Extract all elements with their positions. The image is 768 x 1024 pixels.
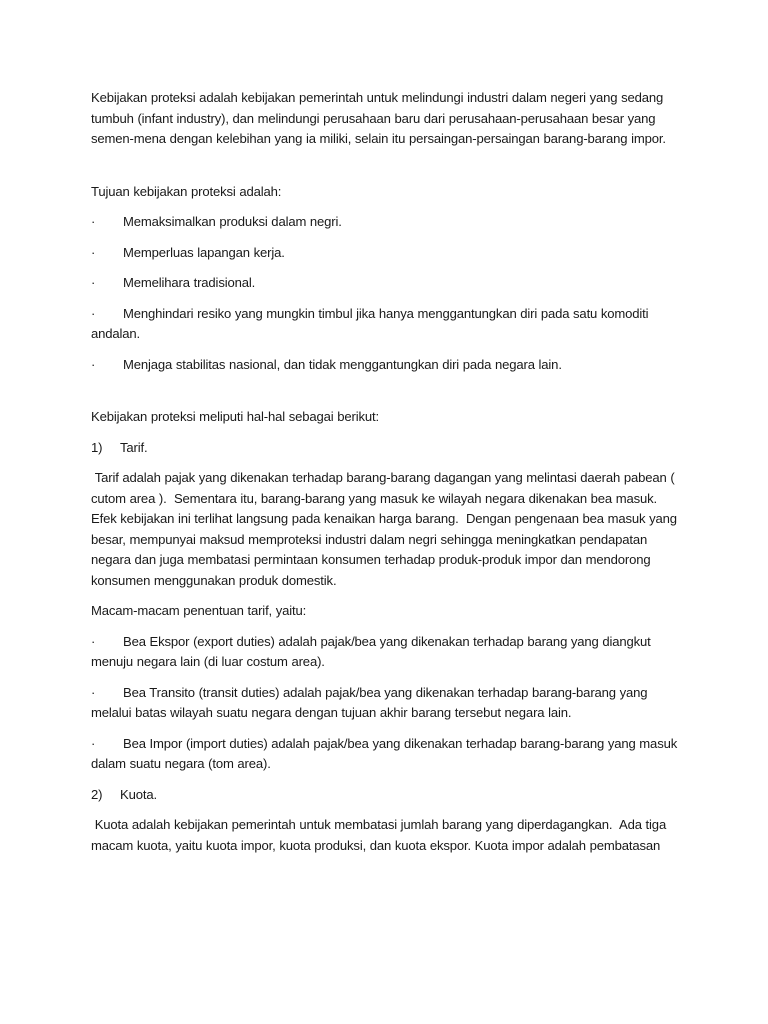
section-number: 2)	[91, 786, 103, 802]
list-item	[91, 734, 681, 775]
list-item-text: Memaksimalkan produksi dalam negri.	[123, 214, 342, 229]
intro-paragraph: Kebijakan proteksi adalah kebijakan pemerintah untuk melindungi industri dalam negeri yang sedang tumbuh (infant industry), dan melindungi perusahaan baru dari perusahaan-perusahaan besar yang semen-mena dengan kelebihan yang ia miliki, selain itu persaingan-persaingan barang-barang impor.	[91, 90, 666, 146]
list-item-text: Memelihara tradisional.	[123, 275, 256, 290]
section-title: Kuota.	[120, 786, 157, 802]
tarif-paragraph: Tarif adalah pajak yang dikenakan terhadap barang-barang dagangan yang melintasi daerah pabean ( cutom area ). Sementara itu, barang-barang yang masuk ke wilayah negara dikenakan bea masuk. Efek kebijakan ini terlihat langsung pada kenaikan harga barang. Dengan pengenaan bea masuk yang besar, mempunyai maksud memproteksi industri dalam negri sehingga meningkatkan pendapatan negara dan juga membatasi permintaan konsumen terhadap produk-produk impor dan mendorong konsumen menggunakan produk domestik.	[91, 470, 681, 588]
list-item-text: Memperluas lapangan kerja.	[123, 244, 285, 260]
bullet-marker: ·	[91, 735, 96, 751]
list-item	[91, 683, 681, 724]
document-body	[91, 88, 681, 866]
list-item	[91, 632, 681, 673]
list-item	[91, 304, 681, 345]
section-title: Tarif.	[120, 439, 148, 455]
section-heading-kuota	[91, 785, 681, 806]
goals-list	[91, 212, 681, 375]
list-item-text: Menjaga stabilitas nasional, dan tidak menggantungkan diri pada negara lain.	[123, 356, 562, 372]
bullet-marker: ·	[91, 214, 96, 229]
bullet-marker: ·	[91, 356, 96, 372]
goals-heading: Tujuan kebijakan proteksi adalah:	[91, 183, 282, 199]
bullet-marker: ·	[91, 305, 96, 321]
tarif-types-heading: Macam-macam penentuan tarif, yaitu:	[91, 603, 307, 618]
section-number: 1)	[91, 439, 103, 455]
section-heading-tarif	[91, 438, 681, 459]
list-item-text: Menghindari resiko yang mungkin timbul jika hanya menggantungkan diri pada satu komoditi andalan.	[91, 305, 649, 341]
list-item-text: Bea Transito (transit duties) adalah pajak/bea yang dikenakan terhadap barang-barang yang melalui batas wilayah suatu negara dengan tujuan akhir barang tersebut negara lain.	[91, 684, 648, 720]
bullet-marker: ·	[91, 684, 96, 700]
tarif-types-list	[91, 632, 681, 775]
list-item	[91, 243, 681, 264]
bullet-marker: ·	[91, 275, 96, 290]
list-item	[91, 212, 681, 233]
list-item-text: Bea Impor (import duties) adalah pajak/bea yang dikenakan terhadap barang-barang yang masuk dalam suatu negara (tom area).	[91, 735, 678, 771]
list-item-text: Bea Ekspor (export duties) adalah pajak/bea yang dikenakan terhadap barang yang diangkut menuju negara lain (di luar costum area).	[91, 633, 651, 669]
list-item	[91, 355, 681, 376]
bullet-marker: ·	[91, 244, 96, 260]
bullet-marker: ·	[91, 633, 96, 649]
kuota-paragraph: Kuota adalah kebijakan pemerintah untuk membatasi jumlah barang yang diperdagangkan. Ada tiga macam kuota, yaitu kuota impor, kuota produksi, dan kuota ekspor. Kuota impor adalah pembatasan	[91, 817, 670, 853]
list-item	[91, 273, 681, 294]
scope-heading: Kebijakan proteksi meliputi hal-hal sebagai berikut:	[91, 409, 379, 424]
